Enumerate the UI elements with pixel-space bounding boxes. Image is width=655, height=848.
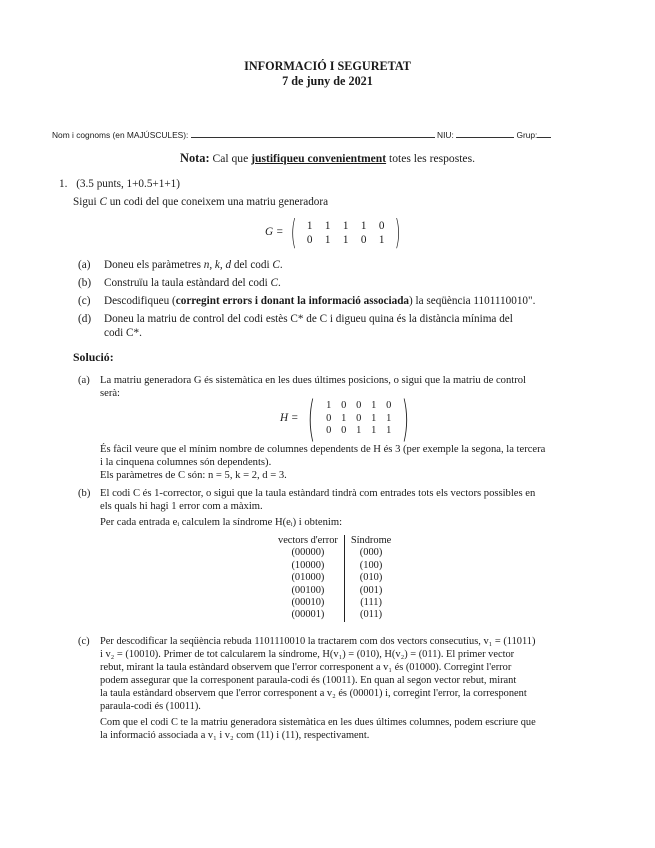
table-cell: (011) <box>360 609 383 621</box>
table-cell: (10000) <box>272 560 344 572</box>
part-c-pre: Descodifiqueu ( <box>104 295 176 307</box>
name-label: Nom i cognoms (en MAJÚSCULES): <box>52 130 189 140</box>
note-label: Nota: <box>180 151 210 165</box>
part-d-line1: Doneu la matriu de control del codi estès C* de C i digueu quina és la distància mínima del <box>104 313 513 325</box>
niu-field[interactable] <box>456 128 514 138</box>
part-a-math: n, k, d <box>203 259 232 271</box>
name-field[interactable] <box>191 128 435 138</box>
part-c-label: (c) <box>78 295 91 307</box>
intro-post: un codi del que coneixem una matriu generadora <box>109 196 329 208</box>
sol-a-label: (a) <box>78 375 90 386</box>
solution-a-explanation <box>100 443 620 482</box>
right-paren: ) <box>401 391 410 447</box>
sol-c-paragraph <box>100 635 535 713</box>
part-b-pre: Construïu la taula estàndard del codi <box>104 277 268 289</box>
left-paren: ( <box>291 213 298 253</box>
h-entry: 1 <box>371 400 377 412</box>
table-header-cell: Síndrome <box>350 535 392 546</box>
part-b-var: C <box>270 277 278 289</box>
table-cell: (111) <box>360 597 382 609</box>
part-a <box>78 259 588 273</box>
solution-b <box>78 487 618 529</box>
paragraph-line: la informació associada a v₁ i v₂ com (11) i (11), respectivament. <box>100 730 370 741</box>
sol-b-line1: El codi C és 1-corrector, o sigui que la taula estàndard tindrà com entrades tots els vectors possibles en <box>100 488 536 499</box>
part-d-line2: codi C*. <box>104 326 142 339</box>
h-entry: 1 <box>341 412 347 424</box>
sol-a-line5: Els paràmetres de C són: n = 5, k = 2, d = 3. <box>100 470 287 481</box>
paragraph-line: Com que el codi C te la matriu generadora sistemàtica en les dues últimes columnes, podem escriure que <box>100 717 536 728</box>
left-paren: ( <box>308 391 316 447</box>
group-label: Grup: <box>516 130 538 140</box>
part-d <box>78 313 618 340</box>
h-entry: 1 <box>386 425 392 437</box>
sol-a-line2: serà: <box>100 388 120 399</box>
control-matrix <box>280 391 415 447</box>
solution-heading: Solució: <box>73 350 114 364</box>
part-c-post: ) la seqüència 1101110010". <box>409 295 536 307</box>
paragraph-line: Per descodificar la seqüència rebuda 1101110010 la tractarem com dos vectors consecutius, v₁ = (11011) <box>100 636 536 647</box>
table-cell: (00001) <box>272 609 344 621</box>
problem-intro <box>73 196 328 210</box>
h-entry: 1 <box>356 425 362 437</box>
sol-a-line1: La matriu generadora G és sistemàtica en les dues últimes posicions, o sigui que la matriu de control <box>100 375 526 386</box>
part-d-label: (d) <box>78 313 92 325</box>
h-entry: 1 <box>371 425 377 437</box>
sol-c-label: (c) <box>78 636 90 647</box>
table-cell: (01000) <box>272 572 344 584</box>
paragraph-line: paraula-codi és (10011). <box>100 701 201 712</box>
right-paren: ) <box>394 213 401 253</box>
group-field[interactable] <box>537 128 551 138</box>
part-b <box>78 277 588 291</box>
g-entry: 1 <box>324 234 331 246</box>
syndrome-table <box>272 535 397 622</box>
table-cell: (100) <box>359 559 383 571</box>
exam-date: 7 de juny de 2021 <box>282 74 373 88</box>
table-cell: (001) <box>359 584 383 596</box>
paragraph-line: podem assegurar que la corresponent paraula-codi és (10011). En quan al segon vector rebut, mirant <box>100 675 517 686</box>
note-line <box>0 152 655 166</box>
sol-b-label: (b) <box>78 488 91 499</box>
g-entry: 1 <box>324 220 331 232</box>
table-cell: (00000) <box>272 547 344 559</box>
student-info-line <box>52 128 551 143</box>
h-entry: 1 <box>326 400 332 412</box>
part-a-label: (a) <box>78 259 91 271</box>
h-entry: 0 <box>326 412 332 424</box>
part-c <box>78 295 618 309</box>
table-header-row <box>272 535 397 547</box>
table-row <box>272 547 397 559</box>
g-entry: 0 <box>378 220 385 232</box>
intro-pre: Sigui <box>73 196 97 208</box>
table-row <box>272 597 397 609</box>
table-row <box>272 560 397 572</box>
g-entries <box>301 219 391 247</box>
table-row <box>272 609 397 621</box>
part-c-bold: corregint errors i donant la informació associada <box>175 295 410 307</box>
g-label: G = <box>265 226 284 239</box>
part-a-post: . <box>279 259 283 271</box>
h-entry: 1 <box>371 412 377 424</box>
h-entry: 0 <box>341 400 347 412</box>
note-emphasis: justifiqueu convenientment <box>251 152 387 165</box>
sol-c-closing <box>100 716 623 742</box>
paragraph-line: la taula estàndard observem que l'error corresponent a v₂ és (00001) i, corregint l'error, la corresponent <box>100 688 527 699</box>
table-cell: (00100) <box>272 585 344 597</box>
solution-c <box>78 635 623 742</box>
h-entry: 0 <box>356 412 362 424</box>
sol-b-line3: Per cada entrada eᵢ calculem la síndrome H(eᵢ) i obtenim: <box>100 517 343 528</box>
g-entry: 1 <box>342 220 349 232</box>
part-a-var: C <box>272 259 280 271</box>
intro-var: C <box>99 196 107 208</box>
part-a-mid: del codi <box>233 259 270 271</box>
generator-matrix <box>265 213 404 253</box>
g-entry: 1 <box>306 220 313 232</box>
table-row <box>272 572 397 584</box>
g-entry: 1 <box>342 234 349 246</box>
problem-points: (3.5 punts, 1+0.5+1+1) <box>76 178 180 190</box>
sol-a-line3: És fàcil veure que el mínim nombre de columnes dependents de H és 3 (per exemple la segona, la tercera <box>100 444 546 455</box>
h-entry: 0 <box>356 400 362 412</box>
problem-header <box>59 178 180 192</box>
part-b-label: (b) <box>78 277 92 289</box>
table-cell: (000) <box>359 547 383 559</box>
h-entry: 0 <box>341 425 347 437</box>
note-pre: Cal que <box>212 152 249 165</box>
part-a-pre: Doneu els paràmetres <box>104 259 201 271</box>
table-cell: (010) <box>359 572 383 584</box>
h-entry: 1 <box>386 412 392 424</box>
table-row <box>272 585 397 597</box>
problem-number: 1. <box>59 178 68 190</box>
table-cell: (00010) <box>272 597 344 609</box>
g-entry: 0 <box>306 234 313 246</box>
h-entries <box>321 400 396 438</box>
sol-a-line4: i la cinquena columnes són dependents). <box>100 457 272 468</box>
h-entry: 0 <box>386 400 392 412</box>
part-b-post: . <box>278 277 281 289</box>
sol-b-line2: els quals hi hagi 1 error com a màxim. <box>100 501 263 512</box>
paragraph-line: i v₂ = (10010). Primer de tot calcularem la síndrome, H(v₁) = (010), H(v₂) = (011). El primer vector <box>100 649 515 660</box>
paragraph-line: rebut, mirant la taula estàndard observem que l'error corresponent a v₁ és (01000). Corregint l'error <box>100 662 512 673</box>
h-entry: 0 <box>326 425 332 437</box>
note-post: totes les respostes. <box>389 152 475 165</box>
exam-title: INFORMACIÓ I SEGURETAT <box>244 59 411 73</box>
g-entry: 1 <box>378 234 385 246</box>
niu-label: NIU: <box>437 130 454 140</box>
g-entry: 1 <box>360 220 367 232</box>
h-label: H = <box>280 412 299 425</box>
table-header-cell: vectors d'error <box>272 535 344 547</box>
g-entry: 0 <box>360 234 367 246</box>
